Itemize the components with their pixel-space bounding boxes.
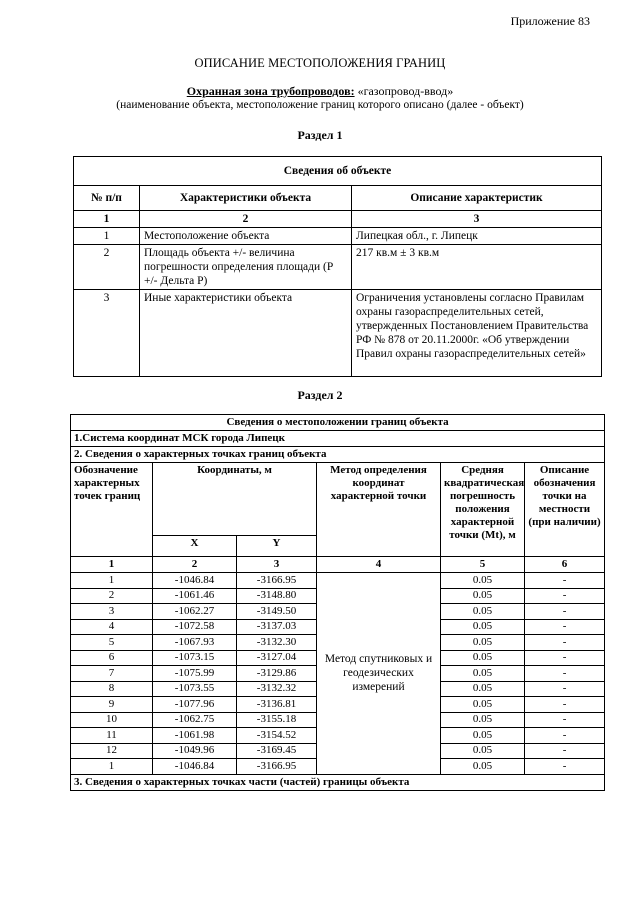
point-x: -1062.27 [153,604,237,620]
point-id: 12 [71,743,153,759]
boundary-table [70,414,605,791]
point-descr: - [525,743,605,759]
point-id: 1 [71,573,153,589]
point-descr: - [525,635,605,651]
point-x: -1075.99 [153,666,237,682]
row-char: Местоположение объекта [140,228,352,245]
point-x: -1073.55 [153,681,237,697]
point-id: 2 [71,588,153,604]
point-id: 4 [71,619,153,635]
colnum-4: 4 [317,557,441,573]
point-id: 7 [71,666,153,682]
point-descr: - [525,697,605,713]
colnum-1: 1 [71,557,153,573]
point-id: 8 [71,681,153,697]
header-x: X [153,536,237,557]
colnum-3: 3 [237,557,317,573]
colnum-2: 2 [153,557,237,573]
point-descr: - [525,681,605,697]
point-id: 6 [71,650,153,666]
header-desc: Описание характеристик [352,186,602,211]
section1-heading: Раздел 1 [297,128,343,142]
section2-heading: Раздел 2 [297,388,343,402]
point-descr: - [525,712,605,728]
colnum-1: 1 [74,211,140,228]
colnum-5: 5 [441,557,525,573]
table-row [74,228,602,245]
point-error: 0.05 [441,728,525,744]
point-descr: - [525,728,605,744]
point-error: 0.05 [441,697,525,713]
point-error: 0.05 [441,604,525,620]
header-y: Y [237,536,317,557]
coord-system: 1.Система координат МСК города Липецк [71,431,605,447]
point-descr: - [525,759,605,775]
colnum-3: 3 [352,211,602,228]
parts-title: 3. Сведения о характерных точках части (частей) границы объекта [71,774,605,790]
row-num: 1 [74,228,140,245]
point-x: -1077.96 [153,697,237,713]
point-id: 1 [71,759,153,775]
row-num: 2 [74,245,140,290]
point-y: -3137.03 [237,619,317,635]
page-title: ОПИСАНИЕ МЕСТОПОЛОЖЕНИЯ ГРАНИЦ [194,56,446,70]
point-descr: - [525,573,605,589]
point-x: -1073.15 [153,650,237,666]
point-y: -3166.95 [237,573,317,589]
table-row [74,290,602,377]
point-y: -3154.52 [237,728,317,744]
header-point: Обозначение характерных точек границ [71,463,153,557]
point-error: 0.05 [441,759,525,775]
point-x: -1072.58 [153,619,237,635]
point-y: -3129.86 [237,666,317,682]
point-error: 0.05 [441,619,525,635]
row-char: Иные характеристики объекта [140,290,352,377]
row-desc: 217 кв.м ± 3 кв.м [352,245,602,290]
row-num: 3 [74,290,140,377]
zone-description: (наименование объекта, местоположение границ которого описано (далее - объект) [116,99,524,111]
point-id: 10 [71,712,153,728]
header-descr: Описание обозначения точки на местности (при наличии) [525,463,605,557]
colnum-2: 2 [140,211,352,228]
point-y: -3169.45 [237,743,317,759]
points-title: 2. Сведения о характерных точках границ объекта [71,447,605,463]
point-error: 0.05 [441,573,525,589]
point-y: -3155.18 [237,712,317,728]
point-descr: - [525,604,605,620]
point-y: -3166.95 [237,759,317,775]
method-cell: Метод спутниковых и геодезических измерений [317,573,441,775]
point-y: -3132.30 [237,635,317,651]
zone-name: «газопровод-ввод» [357,84,454,98]
point-error: 0.05 [441,743,525,759]
point-x: -1046.84 [153,573,237,589]
header-coords: Координаты, м [153,463,317,536]
header-method: Метод определения координат характерной точки [317,463,441,557]
point-error: 0.05 [441,681,525,697]
table-row [71,573,605,589]
point-descr: - [525,650,605,666]
point-error: 0.05 [441,650,525,666]
object-info-table [73,156,602,377]
point-x: -1046.84 [153,759,237,775]
point-x: -1061.46 [153,588,237,604]
point-error: 0.05 [441,635,525,651]
header-num: № п/п [74,186,140,211]
point-error: 0.05 [441,712,525,728]
boundary-table-title: Сведения о местоположении границ объекта [71,415,605,431]
table-row [74,245,602,290]
row-desc: Липецкая обл., г. Липецк [352,228,602,245]
point-y: -3132.32 [237,681,317,697]
object-info-title: Сведения об объекте [74,157,602,186]
header-char: Характеристики объекта [140,186,352,211]
point-x: -1061.98 [153,728,237,744]
point-id: 3 [71,604,153,620]
point-y: -3149.50 [237,604,317,620]
point-x: -1067.93 [153,635,237,651]
point-id: 11 [71,728,153,744]
point-error: 0.05 [441,588,525,604]
row-desc: Ограничения установлены согласно Правилам охраны газораспределительных сетей, утвержденных Постановлением Правительства РФ № 878 от 20.11.2000г. «Об утверждении Правил охраны газораспределительных сетей» [352,290,602,377]
point-descr: - [525,666,605,682]
row-char: Площадь объекта +/- величина погрешности определения площади (Р +/- Дельта Р) [140,245,352,290]
point-descr: - [525,588,605,604]
appendix-label: Приложение 83 [510,14,590,28]
header-error: Средняя квадратическая погрешность положения характерной точки (Mt), м [441,463,525,557]
point-error: 0.05 [441,666,525,682]
point-id: 5 [71,635,153,651]
zone-line [0,84,640,99]
zone-label: Охранная зона трубопроводов: [186,84,355,98]
point-y: -3127.04 [237,650,317,666]
point-y: -3136.81 [237,697,317,713]
point-x: -1062.75 [153,712,237,728]
point-descr: - [525,619,605,635]
colnum-6: 6 [525,557,605,573]
point-id: 9 [71,697,153,713]
point-y: -3148.80 [237,588,317,604]
point-x: -1049.96 [153,743,237,759]
